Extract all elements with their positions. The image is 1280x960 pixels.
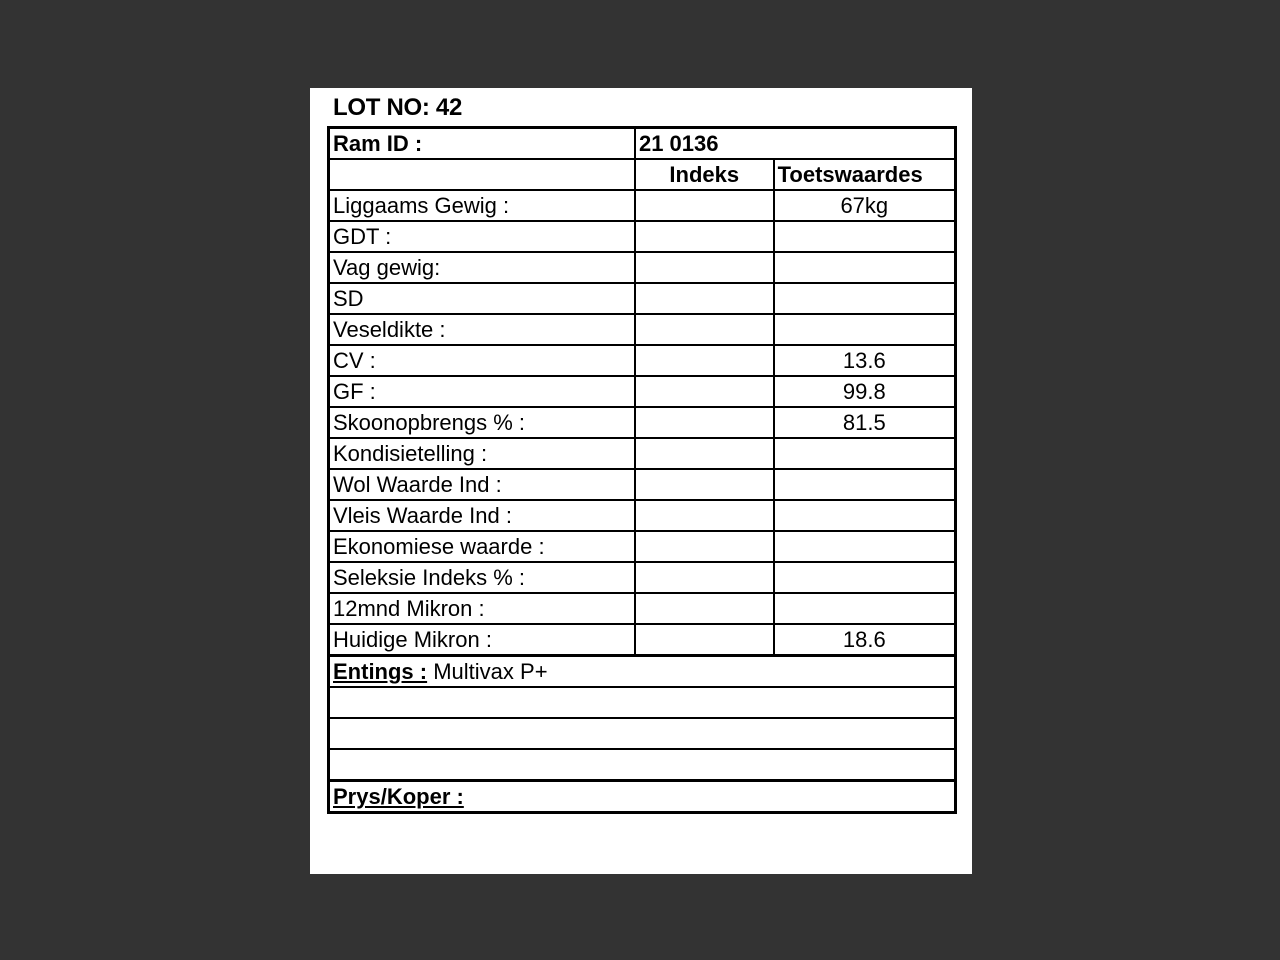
table-row bbox=[329, 531, 956, 562]
entings-blank-row bbox=[329, 749, 956, 781]
ram-id-value: 21 0136 bbox=[635, 128, 956, 160]
toetswaardes-column-header: Toetswaardes bbox=[774, 159, 956, 190]
indeks-cell bbox=[635, 221, 774, 252]
lot-number-title: LOT NO: 42 bbox=[333, 94, 463, 121]
entings-blank-row bbox=[329, 687, 956, 718]
indeks-cell bbox=[635, 407, 774, 438]
indeks-cell bbox=[635, 252, 774, 283]
toetswaarde-cell bbox=[774, 283, 956, 314]
toetswaarde-cell bbox=[774, 469, 956, 500]
entings-label: Entings : bbox=[333, 659, 428, 684]
table-row bbox=[329, 314, 956, 345]
row-label: SD bbox=[329, 283, 635, 314]
indeks-cell bbox=[635, 345, 774, 376]
toetswaarde-cell bbox=[774, 221, 956, 252]
ram-id-label: Ram ID : bbox=[329, 128, 635, 160]
table-row bbox=[329, 624, 956, 656]
column-header-row bbox=[329, 159, 956, 190]
lot-sheet bbox=[310, 88, 972, 874]
entings-value: Multivax P+ bbox=[433, 659, 548, 684]
toetswaarde-cell bbox=[774, 438, 956, 469]
indeks-cell bbox=[635, 562, 774, 593]
indeks-cell bbox=[635, 438, 774, 469]
table-row bbox=[329, 283, 956, 314]
row-label: Vag gewig: bbox=[329, 252, 635, 283]
entings-blank-row bbox=[329, 718, 956, 749]
indeks-cell bbox=[635, 500, 774, 531]
row-label: GDT : bbox=[329, 221, 635, 252]
row-label: GF : bbox=[329, 376, 635, 407]
row-label: Huidige Mikron : bbox=[329, 624, 635, 656]
row-label: 12mnd Mikron : bbox=[329, 593, 635, 624]
indeks-cell bbox=[635, 376, 774, 407]
entings-blank-cell bbox=[329, 749, 956, 781]
indeks-cell bbox=[635, 190, 774, 221]
toetswaarde-cell bbox=[774, 314, 956, 345]
table-row bbox=[329, 345, 956, 376]
toetswaarde-cell bbox=[774, 500, 956, 531]
row-label: Veseldikte : bbox=[329, 314, 635, 345]
table-row bbox=[329, 407, 956, 438]
table-row bbox=[329, 469, 956, 500]
table-row bbox=[329, 252, 956, 283]
ram-data-table bbox=[327, 126, 957, 814]
table-row bbox=[329, 593, 956, 624]
table-row bbox=[329, 500, 956, 531]
toetswaarde-cell bbox=[774, 531, 956, 562]
indeks-cell bbox=[635, 283, 774, 314]
toetswaarde-cell: 99.8 bbox=[774, 376, 956, 407]
toetswaarde-cell bbox=[774, 562, 956, 593]
row-label: Wol Waarde Ind : bbox=[329, 469, 635, 500]
row-label: CV : bbox=[329, 345, 635, 376]
toetswaarde-cell: 67kg bbox=[774, 190, 956, 221]
row-label: Seleksie Indeks % : bbox=[329, 562, 635, 593]
indeks-cell bbox=[635, 314, 774, 345]
row-label: Kondisietelling : bbox=[329, 438, 635, 469]
entings-row bbox=[329, 656, 956, 688]
row-label: Vleis Waarde Ind : bbox=[329, 500, 635, 531]
indeks-column-header: Indeks bbox=[635, 159, 774, 190]
entings-blank-cell bbox=[329, 718, 956, 749]
row-label: Ekonomiese waarde : bbox=[329, 531, 635, 562]
toetswaarde-cell bbox=[774, 593, 956, 624]
toetswaarde-cell: 18.6 bbox=[774, 624, 956, 656]
table-row bbox=[329, 190, 956, 221]
header-blank-cell bbox=[329, 159, 635, 190]
indeks-cell bbox=[635, 531, 774, 562]
entings-cell bbox=[329, 656, 956, 688]
row-label: Liggaams Gewig : bbox=[329, 190, 635, 221]
prys-koper-row bbox=[329, 781, 956, 813]
prys-koper-label: Prys/Koper : bbox=[333, 784, 464, 809]
table-row bbox=[329, 221, 956, 252]
row-label: Skoonopbrengs % : bbox=[329, 407, 635, 438]
indeks-cell bbox=[635, 624, 774, 656]
table-row bbox=[329, 438, 956, 469]
ram-id-row bbox=[329, 128, 956, 160]
table-row bbox=[329, 562, 956, 593]
entings-blank-cell bbox=[329, 687, 956, 718]
toetswaarde-cell: 13.6 bbox=[774, 345, 956, 376]
table-row bbox=[329, 376, 956, 407]
indeks-cell bbox=[635, 593, 774, 624]
toetswaarde-cell bbox=[774, 252, 956, 283]
prys-koper-cell bbox=[329, 781, 956, 813]
indeks-cell bbox=[635, 469, 774, 500]
toetswaarde-cell: 81.5 bbox=[774, 407, 956, 438]
